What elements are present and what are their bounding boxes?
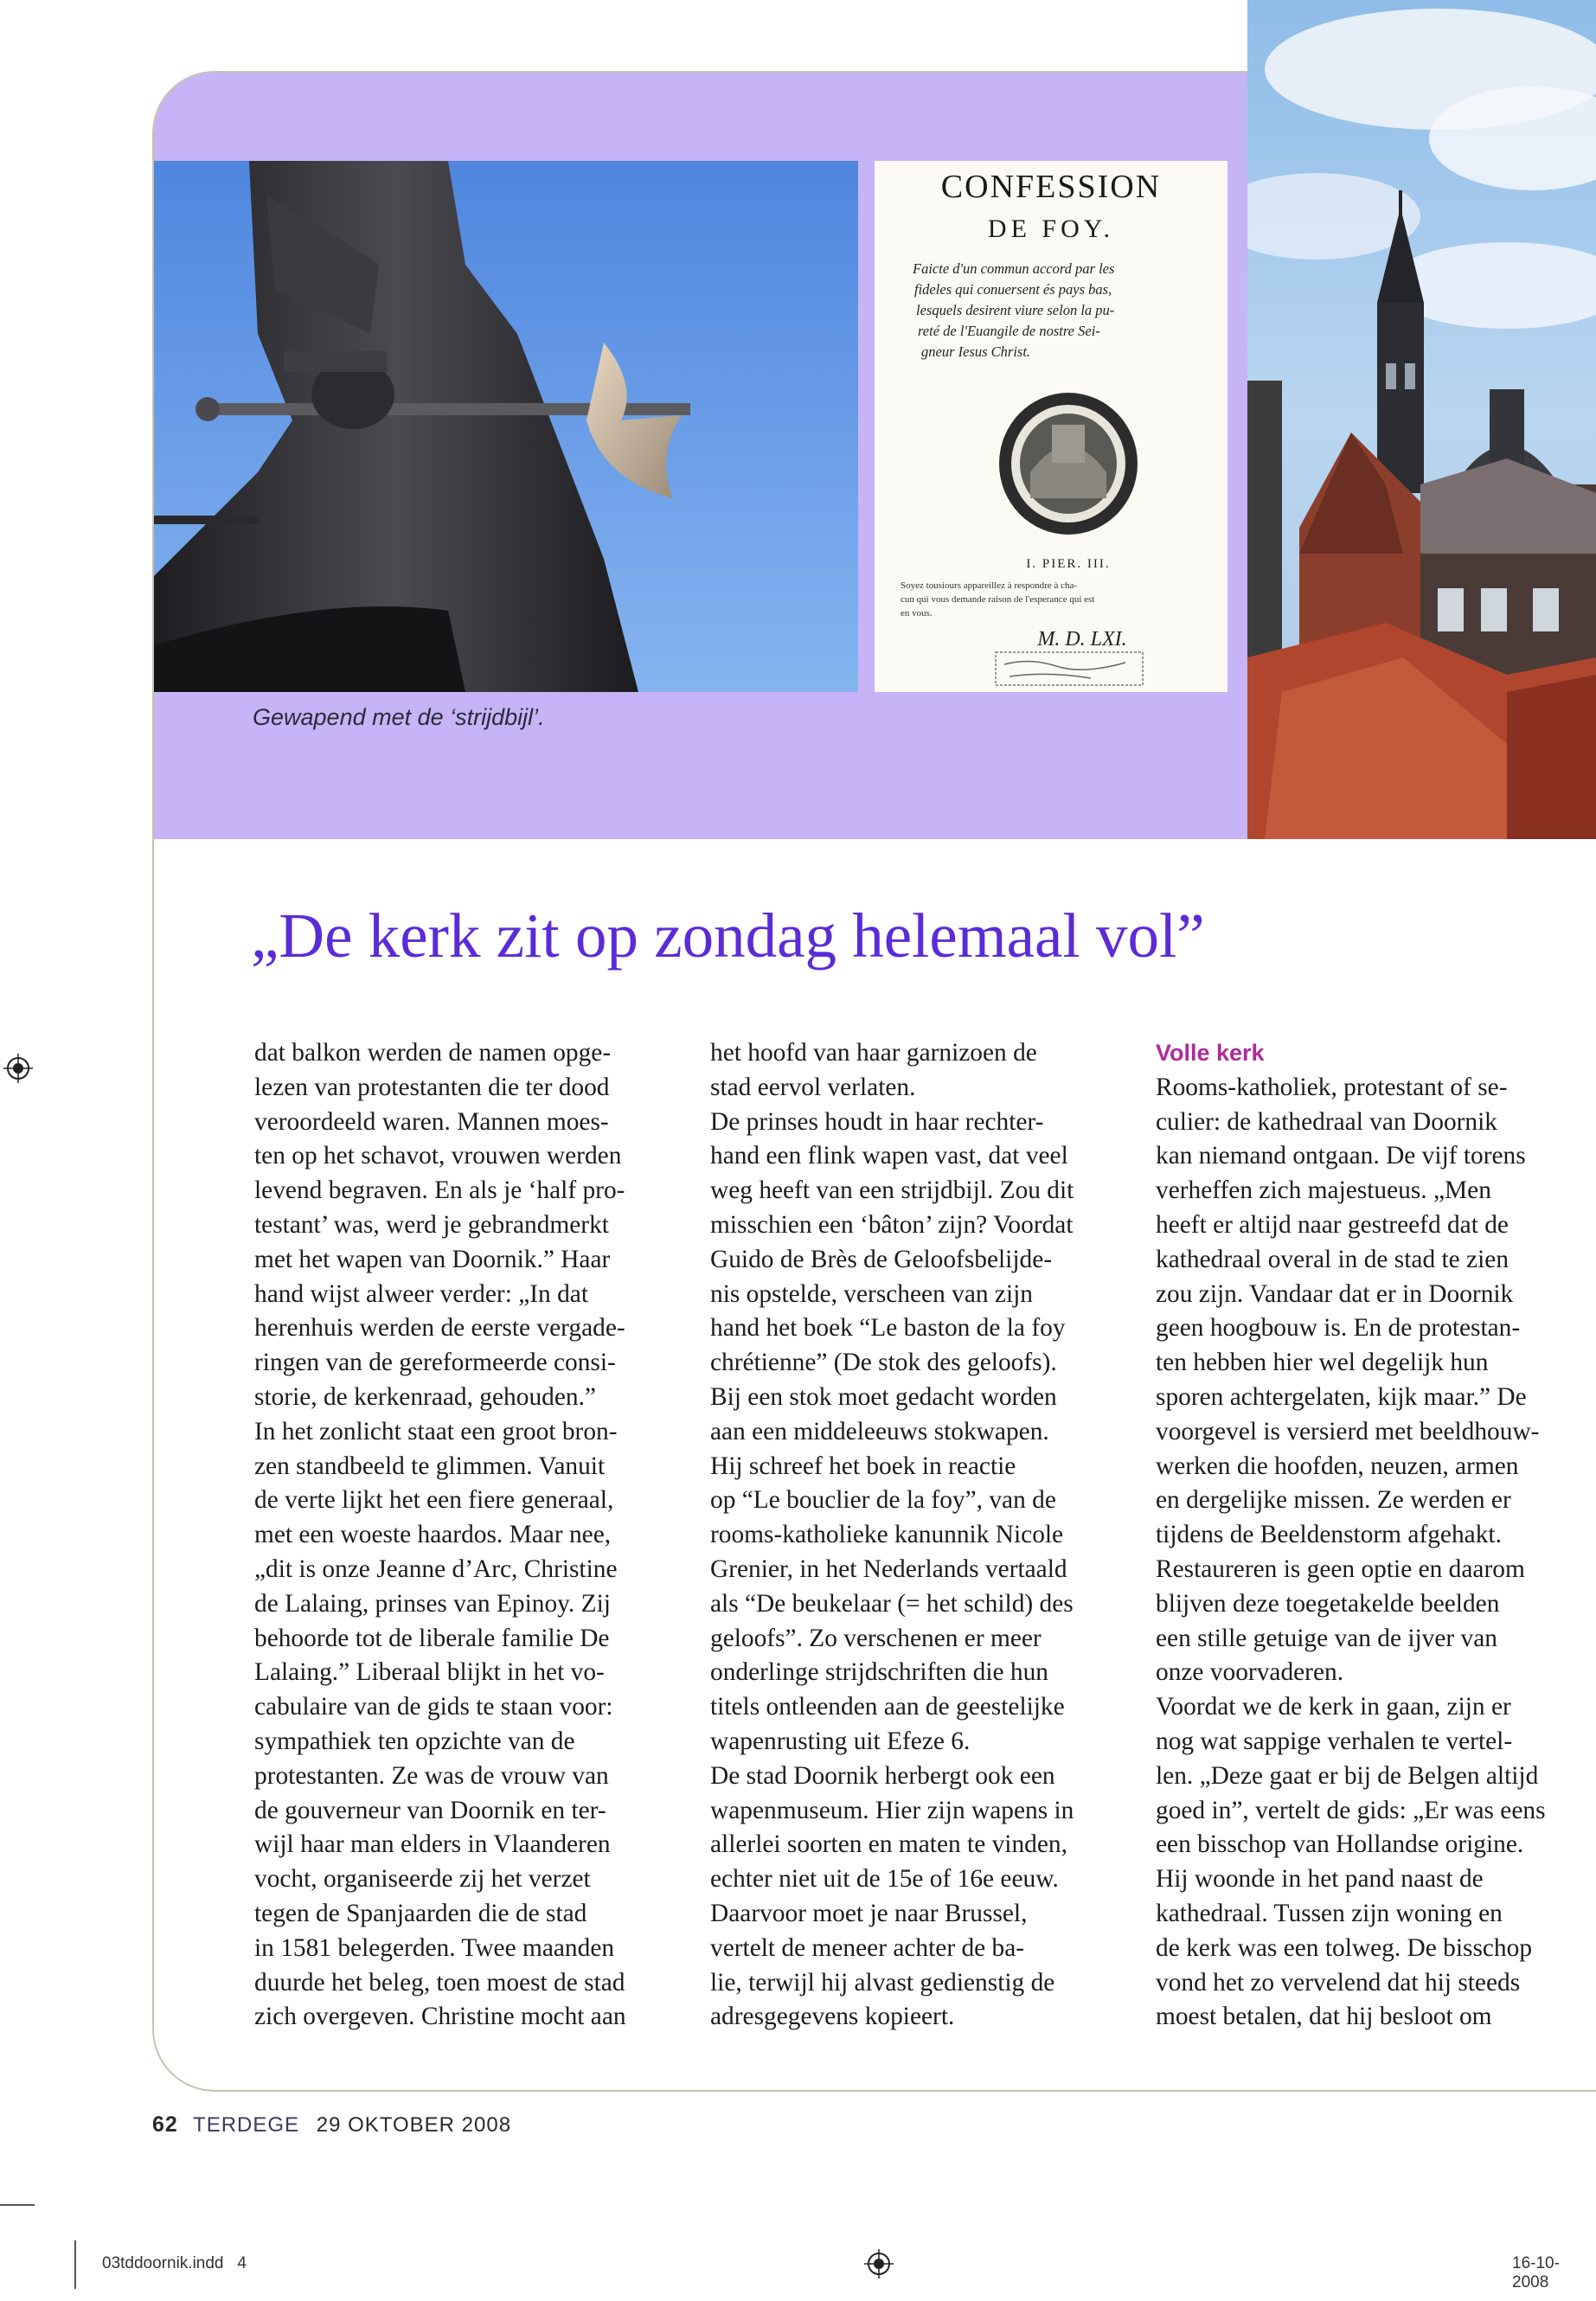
scan-verse-line: cun qui vous demande raison de l'esperance qui est [901,594,1095,605]
body-line: Hij woonde in het pand naast de [1156,1865,1484,1894]
body-line: zich overgeven. Christine mocht aan [254,2003,626,2031]
body-line: geen hoogbouw is. En de protestan- [1156,1314,1521,1343]
body-line: „dit is onze Jeanne d’Arc, Christine [254,1554,618,1583]
body-line: als “De beukelaar (= het schild) des [710,1589,1074,1618]
body-line: dat balkon werden de namen opge- [254,1039,612,1067]
body-line: Bij een stok moet gedacht worden [710,1382,1057,1411]
body-line: sporen achtergelaten, kijk maar.” De [1156,1382,1527,1411]
registration-mark-icon [3,1054,33,1083]
body-line: kathedraal overal in de stad te zien [1156,1245,1509,1273]
body-line: levend begraven. En als je ‘half pro- [254,1176,625,1205]
body-line: hand wijst alweer verder: „In dat [254,1279,588,1308]
body-line: voorgevel is versierd met beeldhouw- [1156,1417,1540,1445]
trim-mark [0,2204,35,2206]
body-line: geloofs”. Zo verschenen er meer [710,1624,1042,1652]
magazine-name: TERDEGE [193,2113,300,2137]
issue-date: 29 OKTOBER 2008 [316,2113,512,2137]
body-line: blijven deze toegetakelde beelden [1156,1589,1500,1618]
body-line: In het zonlicht staat een groot bron- [254,1417,618,1445]
body-line: zou zijn. Vandaar dat er in Doornik [1156,1279,1514,1308]
scan-body-line: fideles qui conuersent és pays bas, [914,281,1112,298]
body-line: De stad Doornik herbergt ook een [710,1761,1055,1790]
slug-date: 16-10-2008 [1512,2254,1560,2291]
body-line: Hij schreef het boek in reactie [710,1452,1016,1480]
body-line: nog wat sappige verhalen te vertel- [1156,1727,1513,1755]
trim-mark [74,2240,76,2289]
body-line: met een woeste haardos. Maar nee, [254,1521,612,1549]
body-line: testant’ was, werd je gebrandmerkt [254,1210,609,1239]
body-line: wijl haar man elders in Vlaanderen [254,1830,611,1859]
body-line: misschien een ‘bâton’ zijn? Voordat [710,1210,1074,1239]
body-line: de verte lijkt het een fiere generaal, [254,1486,614,1515]
body-line: het hoofd van haar garnizoen de [710,1039,1037,1067]
body-line: tijdens de Beeldenstorm afgehakt. [1156,1521,1502,1549]
cathedral-photo [1247,0,1596,839]
text-column-3 [1156,1036,1583,2035]
body-line: de gouverneur van Doornik en ter- [254,1796,606,1824]
body-line: zen standbeeld te glimmen. Vanuit [254,1452,606,1480]
statue-photo [154,161,858,692]
body-line: sympathiek ten opzichte van de [254,1727,575,1755]
printer-emblem [999,393,1138,535]
body-line: een bisschop van Hollandse origine. [1156,1830,1524,1859]
body-line: protestanten. Ze was de vrouw van [254,1761,609,1790]
body-line: wapenmuseum. Hier zijn wapens in [710,1796,1074,1824]
body-line: verheffen zich majestueus. „Men [1156,1176,1491,1205]
body-line: herenhuis werden de eerste vergade- [254,1314,625,1343]
body-line: heeft er altijd naar gestreefd dat de [1156,1210,1509,1239]
body-line: Rooms-katholiek, protestant of se- [1156,1073,1508,1101]
body-line: vocht, organiseerde zij het verzet [254,1865,591,1894]
body-line: vond het zo vervelend dat hij steeds [1156,1968,1521,1997]
page-footer [152,2112,511,2138]
body-line: culier: de kathedraal van Doornik [1156,1107,1497,1136]
body-line: behoorde tot de liberale familie De [254,1624,610,1652]
body-line: de Lalaing, prinses van Epinoy. Zij [254,1589,611,1618]
body-line: ringen van de gereformeerde consi- [254,1349,616,1377]
scan-subtitle: DE FOY. [987,215,1115,243]
body-line: hand een flink wapen vast, dat veel [710,1142,1068,1170]
body-line: op “Le bouclier de la foy”, van de [710,1486,1056,1515]
scan-body-line: gneur Iesus Christ. [921,343,1031,360]
scan-body-line: reté de l'Euangile de nostre Sei- [918,323,1100,339]
body-line: in 1581 belegerden. Twee maanden [254,1933,615,1962]
body-line: onze voorvaderen. [1156,1658,1344,1687]
body-line: hand het boek “Le baston de la foy [710,1314,1066,1343]
body-line: lie, terwijl hij alvast gedienstig de [710,1968,1055,1997]
body-line: tegen de Spanjaarden die de stad [254,1899,587,1927]
confession-scan [875,161,1227,692]
body-line: stad eervol verlaten. [710,1073,916,1101]
scan-reference: I. PIER. III. [1026,557,1111,571]
body-line: aan een middeleeuws stokwapen. [710,1417,1049,1445]
body-line: rooms-katholieke kanunnik Nicole [710,1521,1064,1549]
photo-caption: Gewapend met de ‘strijdbijl’. [253,704,545,730]
body-line: kathedraal. Tussen zijn woning en [1156,1899,1503,1927]
page-number: 62 [152,2112,178,2137]
body-line: ten hebben hier wel degelijk hun [1156,1349,1489,1377]
article-headline: „De kerk zit op zondag helemaal vol” [251,901,1205,971]
body-line: nis opstelde, verscheen van zijn [710,1279,1033,1308]
body-line: Daarvoor moet je naar Brussel, [710,1899,1028,1927]
scan-body-line: Faicte d'un commun accord par les [913,260,1115,277]
section-subhead: Volle kerk [1156,1040,1265,1066]
body-line: len. „Deze gaat er bij de Belgen altijd [1156,1761,1539,1790]
scan-body-line: lesquels desirent viure selon la pu- [916,302,1115,318]
body-line: Guido de Brès de Geloofsbelijde- [710,1245,1053,1273]
body-line: duurde het beleg, toen moest de stad [254,1968,625,1997]
body-line: goed in”, vertelt de gids: „Er was eens [1156,1796,1546,1824]
scan-title: CONFESSION [940,169,1162,205]
body-line: weg heeft van een strijdbijl. Zou dit [710,1176,1074,1205]
body-line: Restaureren is geen optie en daarom [1156,1554,1525,1583]
body-line: wapenrusting uit Efeze 6. [710,1727,971,1755]
body-line: onderlinge strijdschriften die hun [710,1658,1048,1687]
body-line: en dergelijke missen. Ze werden er [1156,1486,1511,1515]
scan-date: M. D. LXI. [1037,628,1127,651]
body-line: vertelt de meneer achter de ba- [710,1933,1025,1962]
body-line: kan niemand ontgaan. De vijf torens [1156,1142,1526,1170]
body-line: titels ontleenden aan de geestelijke [710,1693,1065,1721]
body-line: de kerk was een tolweg. De bisschop [1156,1933,1533,1962]
body-line: werken die hoofden, neuzen, armen [1156,1452,1519,1480]
body-line: moest betalen, dat hij besloot om [1156,2003,1492,2031]
body-line: echter niet uit de 15e of 16e eeuw. [710,1865,1059,1894]
body-line: ten op het schavot, vrouwen werden [254,1142,622,1170]
body-line: Lalaing.” Liberaal blijkt in het vo- [254,1658,605,1687]
body-line: een stille getuige van de ijver van [1156,1624,1497,1652]
body-line: storie, de kerkenraad, gehouden.” [254,1382,596,1411]
body-line: Voordat we de kerk in gaan, zijn er [1156,1693,1511,1721]
slug-filename: 03tddoornik.indd 4 [102,2254,247,2272]
text-column-1 [254,1036,682,2035]
text-column-2 [710,1036,1138,2035]
body-line: veroordeeld waren. Mannen moes- [254,1107,609,1136]
body-line: chrétienne” (De stok des geloofs). [710,1349,1057,1377]
scan-verse-line: en vous. [901,608,933,619]
body-line: cabulaire van de gids te staan voor: [254,1693,613,1721]
body-line: De prinses houdt in haar rechter- [710,1107,1044,1136]
registration-mark-icon [864,2249,894,2279]
scan-verse-line: Soyez tousiours appareillez à respondre à cha- [901,580,1078,591]
body-line: adresgegevens kopieert. [710,2003,955,2031]
body-line: lezen van protestanten die ter dood [254,1073,610,1101]
body-line: met het wapen van Doornik.” Haar [254,1245,611,1273]
body-line: allerlei soorten en maten te vinden, [710,1830,1067,1859]
body-line: Grenier, in het Nederlands vertaald [710,1554,1067,1583]
